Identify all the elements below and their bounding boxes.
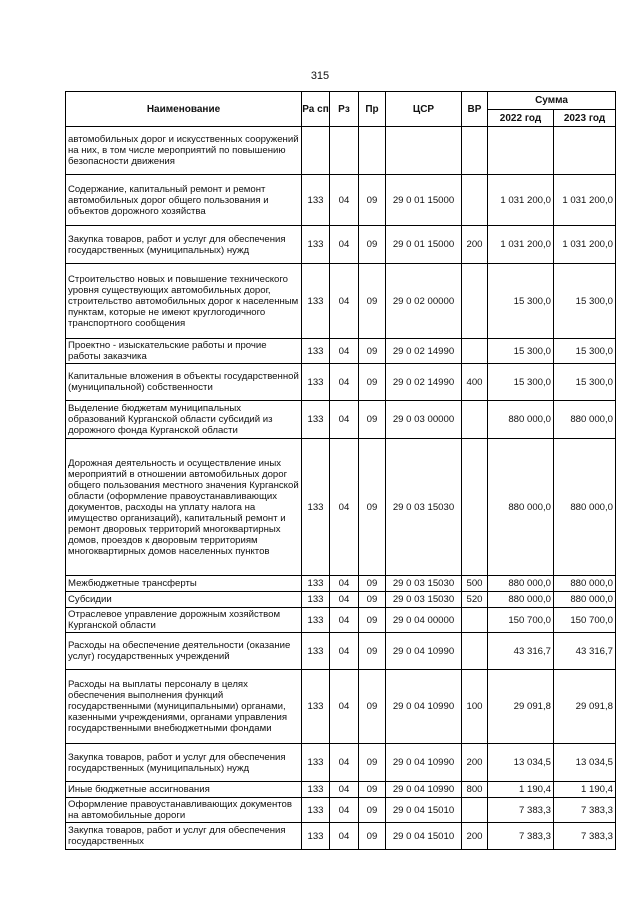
row-rz: 04 — [330, 364, 359, 401]
row-sum-2023: 7 383,3 — [554, 823, 616, 850]
table-row — [66, 439, 616, 576]
row-sum-2022: 150 700,0 — [488, 608, 554, 633]
table-row — [66, 127, 616, 175]
row-rz: 04 — [330, 339, 359, 364]
row-csr: 29 0 03 15030 — [386, 592, 462, 608]
row-csr: 29 0 01 15000 — [386, 175, 462, 226]
row-name: Дорожная деятельность и осуществление иных мероприятий в отношении автомобильных дорог общего пользования местного значения Курганской области (оформление правоустанавливающих документов, расходы на уплату налога на имущество организаций), капитальный ремонт и ремонт дворовых территорий многоквартирных домов, проездов к дворовым территориям многоквартирных домов населенных пунктов — [66, 439, 302, 576]
header-2022: 2022 год — [488, 110, 554, 127]
row-csr: 29 0 03 15030 — [386, 439, 462, 576]
row-sum-2022: 880 000,0 — [488, 576, 554, 592]
row-rz: 04 — [330, 633, 359, 670]
row-pr: 09 — [359, 226, 386, 264]
row-vr: 200 — [462, 226, 488, 264]
row-csr: 29 0 04 00000 — [386, 608, 462, 633]
row-sum-2023: 880 000,0 — [554, 592, 616, 608]
row-name: Содержание, капитальный ремонт и ремонт автомобильных дорог общего пользования и объектов дорожного хозяйства — [66, 175, 302, 226]
table-row — [66, 744, 616, 782]
row-rz: 04 — [330, 798, 359, 823]
row-csr: 29 0 03 15030 — [386, 576, 462, 592]
row-sum-2023: 150 700,0 — [554, 608, 616, 633]
row-pr: 09 — [359, 364, 386, 401]
table-row — [66, 264, 616, 339]
row-name: Расходы на обеспечение деятельности (оказание услуг) государственных учреждений — [66, 633, 302, 670]
row-pr — [359, 127, 386, 175]
row-vr — [462, 127, 488, 175]
row-rz: 04 — [330, 175, 359, 226]
row-rasp: 133 — [302, 576, 330, 592]
row-csr: 29 0 01 15000 — [386, 226, 462, 264]
row-pr: 09 — [359, 608, 386, 633]
row-sum-2022: 880 000,0 — [488, 592, 554, 608]
row-vr: 200 — [462, 823, 488, 850]
row-sum-2022: 1 031 200,0 — [488, 175, 554, 226]
row-pr: 09 — [359, 401, 386, 439]
row-name: Иные бюджетные ассигнования — [66, 782, 302, 798]
row-rz: 04 — [330, 439, 359, 576]
row-vr: 800 — [462, 782, 488, 798]
row-csr: 29 0 03 00000 — [386, 401, 462, 439]
header-pr: Пр — [359, 92, 386, 127]
table-row — [66, 823, 616, 850]
row-name: Межбюджетные трансферты — [66, 576, 302, 592]
row-rasp: 133 — [302, 175, 330, 226]
row-rz: 04 — [330, 744, 359, 782]
row-sum-2023: 43 316,7 — [554, 633, 616, 670]
row-name: Субсидии — [66, 592, 302, 608]
row-pr: 09 — [359, 744, 386, 782]
row-rasp: 133 — [302, 670, 330, 744]
row-csr: 29 0 02 14990 — [386, 364, 462, 401]
row-csr: 29 0 02 14990 — [386, 339, 462, 364]
row-csr: 29 0 04 10990 — [386, 633, 462, 670]
row-rasp: 133 — [302, 798, 330, 823]
row-pr: 09 — [359, 670, 386, 744]
table-row — [66, 592, 616, 608]
header-csr: ЦСР — [386, 92, 462, 127]
row-pr: 09 — [359, 264, 386, 339]
row-rz: 04 — [330, 782, 359, 798]
row-rasp: 133 — [302, 744, 330, 782]
row-rasp: 133 — [302, 823, 330, 850]
row-sum-2022: 1 031 200,0 — [488, 226, 554, 264]
row-rz: 04 — [330, 670, 359, 744]
header-name: Наименование — [66, 92, 302, 127]
table-row — [66, 364, 616, 401]
row-vr — [462, 175, 488, 226]
row-vr — [462, 633, 488, 670]
row-pr: 09 — [359, 576, 386, 592]
row-rasp: 133 — [302, 264, 330, 339]
row-csr: 29 0 04 15010 — [386, 798, 462, 823]
row-sum-2023 — [554, 127, 616, 175]
row-sum-2023: 15 300,0 — [554, 339, 616, 364]
row-rz: 04 — [330, 608, 359, 633]
row-name: Строительство новых и повышение технического уровня существующих автомобильных дорог, строительство автомобильных дорог к населенным пунктам, которые не имеют круглогодичного транспортного сообщения — [66, 264, 302, 339]
row-name: Проектно - изыскательские работы и прочие работы заказчика — [66, 339, 302, 364]
row-sum-2023: 29 091,8 — [554, 670, 616, 744]
budget-table — [65, 91, 616, 850]
row-sum-2023: 15 300,0 — [554, 364, 616, 401]
table-header — [66, 92, 616, 127]
row-pr: 09 — [359, 782, 386, 798]
row-sum-2023: 7 383,3 — [554, 798, 616, 823]
row-sum-2022: 13 034,5 — [488, 744, 554, 782]
table-row — [66, 226, 616, 264]
row-rasp — [302, 127, 330, 175]
row-csr: 29 0 04 10990 — [386, 744, 462, 782]
table-row — [66, 401, 616, 439]
row-vr: 520 — [462, 592, 488, 608]
row-sum-2022: 29 091,8 — [488, 670, 554, 744]
row-name: Капитальные вложения в объекты государственной (муниципальной) собственности — [66, 364, 302, 401]
row-sum-2023: 1 031 200,0 — [554, 226, 616, 264]
table-row — [66, 608, 616, 633]
row-sum-2022 — [488, 127, 554, 175]
row-sum-2023: 880 000,0 — [554, 439, 616, 576]
row-rz: 04 — [330, 592, 359, 608]
row-csr: 29 0 02 00000 — [386, 264, 462, 339]
row-vr — [462, 439, 488, 576]
row-pr: 09 — [359, 798, 386, 823]
row-name: автомобильных дорог и искусственных сооружений на них, в том числе мероприятий по повышению безопасности движения — [66, 127, 302, 175]
row-sum-2022: 1 190,4 — [488, 782, 554, 798]
row-name: Выделение бюджетам муниципальных образований Курганской области субсидий из дорожного фонда Курганской области — [66, 401, 302, 439]
row-sum-2022: 7 383,3 — [488, 798, 554, 823]
header-sum: Сумма — [488, 92, 616, 110]
row-name: Закупка товаров, работ и услуг для обеспечения государственных (муниципальных) нужд — [66, 226, 302, 264]
row-name: Отраслевое управление дорожным хозяйством Курганской области — [66, 608, 302, 633]
row-rasp: 133 — [302, 782, 330, 798]
row-vr: 500 — [462, 576, 488, 592]
row-sum-2022: 15 300,0 — [488, 364, 554, 401]
row-rz — [330, 127, 359, 175]
row-sum-2023: 880 000,0 — [554, 401, 616, 439]
row-vr — [462, 401, 488, 439]
row-csr: 29 0 04 10990 — [386, 782, 462, 798]
row-rz: 04 — [330, 226, 359, 264]
row-rasp: 133 — [302, 226, 330, 264]
row-rz: 04 — [330, 264, 359, 339]
row-sum-2022: 880 000,0 — [488, 401, 554, 439]
row-name: Оформление правоустанавливающих документов на автомобильные дороги — [66, 798, 302, 823]
table-row — [66, 175, 616, 226]
row-vr: 400 — [462, 364, 488, 401]
row-vr: 200 — [462, 744, 488, 782]
row-sum-2023: 1 031 200,0 — [554, 175, 616, 226]
table-row — [66, 339, 616, 364]
row-sum-2022: 880 000,0 — [488, 439, 554, 576]
row-pr: 09 — [359, 823, 386, 850]
row-rz: 04 — [330, 823, 359, 850]
row-rasp: 133 — [302, 608, 330, 633]
row-pr: 09 — [359, 439, 386, 576]
row-vr — [462, 339, 488, 364]
table-row — [66, 782, 616, 798]
row-rasp: 133 — [302, 364, 330, 401]
row-name: Расходы на выплаты персоналу в целях обеспечения выполнения функций государственными (муниципальными) органами, казенными учреждениями, органами управления государственными внебюджетными фондами — [66, 670, 302, 744]
header-vr: ВР — [462, 92, 488, 127]
table-body — [66, 127, 616, 850]
row-csr — [386, 127, 462, 175]
page-number: 315 — [310, 70, 330, 82]
row-name: Закупка товаров, работ и услуг для обеспечения государственных (муниципальных) нужд — [66, 744, 302, 782]
row-rz: 04 — [330, 401, 359, 439]
row-sum-2022: 7 383,3 — [488, 823, 554, 850]
table-row — [66, 633, 616, 670]
header-rz: Рз — [330, 92, 359, 127]
row-csr: 29 0 04 15010 — [386, 823, 462, 850]
row-pr: 09 — [359, 175, 386, 226]
row-rasp: 133 — [302, 339, 330, 364]
table-row — [66, 670, 616, 744]
row-vr: 100 — [462, 670, 488, 744]
row-csr: 29 0 04 10990 — [386, 670, 462, 744]
header-rasp: Ра сп — [302, 92, 330, 127]
row-rz: 04 — [330, 576, 359, 592]
row-sum-2022: 15 300,0 — [488, 264, 554, 339]
row-sum-2023: 880 000,0 — [554, 576, 616, 592]
row-vr — [462, 264, 488, 339]
header-2023: 2023 год — [554, 110, 616, 127]
row-sum-2023: 1 190,4 — [554, 782, 616, 798]
row-pr: 09 — [359, 339, 386, 364]
row-rasp: 133 — [302, 439, 330, 576]
table-row — [66, 576, 616, 592]
table-row — [66, 798, 616, 823]
row-pr: 09 — [359, 633, 386, 670]
row-rasp: 133 — [302, 592, 330, 608]
row-rasp: 133 — [302, 401, 330, 439]
row-vr — [462, 798, 488, 823]
row-sum-2022: 15 300,0 — [488, 339, 554, 364]
row-sum-2023: 15 300,0 — [554, 264, 616, 339]
row-sum-2022: 43 316,7 — [488, 633, 554, 670]
row-name: Закупка товаров, работ и услуг для обеспечения государственных — [66, 823, 302, 850]
row-pr: 09 — [359, 592, 386, 608]
row-sum-2023: 13 034,5 — [554, 744, 616, 782]
row-rasp: 133 — [302, 633, 330, 670]
row-vr — [462, 608, 488, 633]
